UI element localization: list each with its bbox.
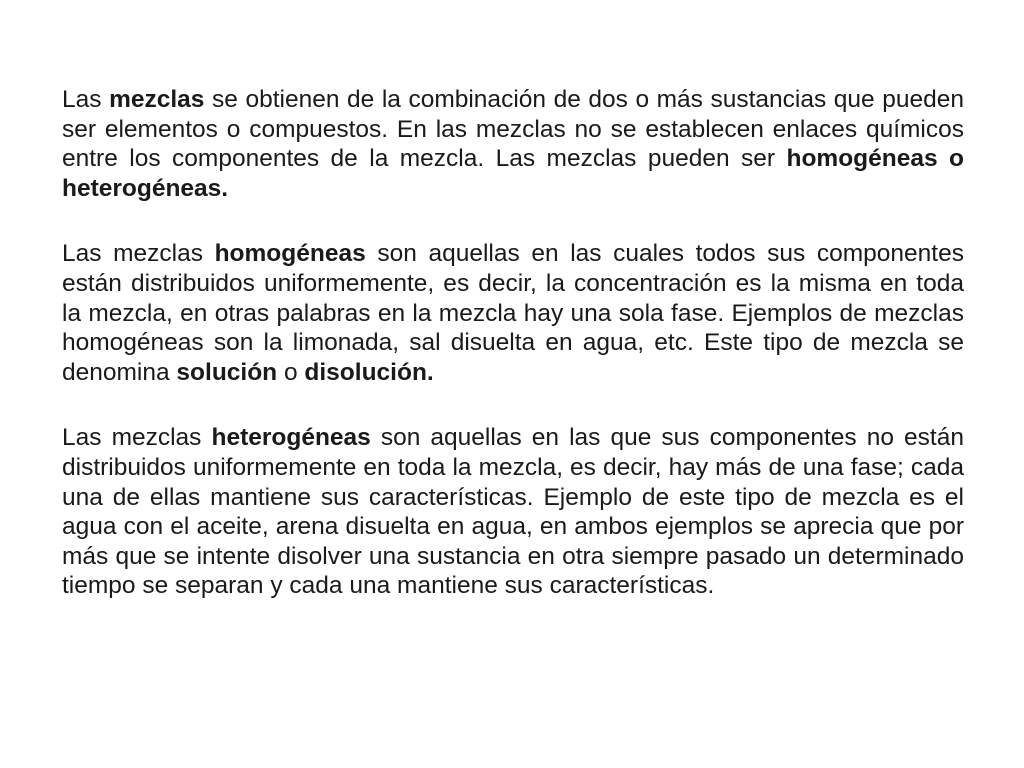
bold-term-solucion: solución: [176, 358, 278, 386]
paragraph-mezclas: [62, 85, 964, 203]
bold-term-homogeneas: homogéneas: [214, 240, 366, 268]
text-body: [62, 85, 964, 601]
text-segment: o: [277, 358, 305, 386]
bold-term-tipos: homogéneas o heterogéneas.: [62, 145, 964, 202]
bold-term-heterogeneas: heterogéneas: [211, 424, 371, 452]
text-segment: Las: [62, 86, 110, 113]
paragraph-heterogeneas: [62, 423, 964, 601]
text-segment: son aquellas en las que sus componentes no están distribuidos uniformemente en toda la mezcla, es decir, hay más de una fase; cada una de ellas mantiene sus características. Ejemplo de este tipo de mezcla es el agua con el aceite, arena disuelta en agua, en ambos ejemplos se aprecia que por más que se intente disolver una sustancia en otra siempre pasado un determinado tiempo se separan y cada una mantiene sus características.: [62, 424, 964, 600]
bold-term-mezclas: mezclas: [109, 86, 205, 113]
text-segment: Las mezclas: [62, 424, 212, 452]
paragraph-homogeneas: [62, 239, 964, 387]
bold-term-disolucion: disolución.: [304, 358, 434, 386]
text-segment: se obtienen de la combinación de dos o más sustancias que pueden ser elementos o compuestos. En las mezclas no se establecen enlaces químicos entre los componentes de la mezcla. Las mezclas pueden ser: [62, 86, 965, 173]
text-segment: Las mezclas: [62, 240, 215, 268]
text-segment: son aquellas en las cuales todos sus componentes están distribuidos uniformemente, es decir, la concentración es la misma en toda la mezcla, en otras palabras en la mezcla hay una sola fase. Ejemplos de mezclas homogéneas son la limonada, sal disuelta en agua, etc. Este tipo de mezcla se denomina: [62, 240, 964, 386]
